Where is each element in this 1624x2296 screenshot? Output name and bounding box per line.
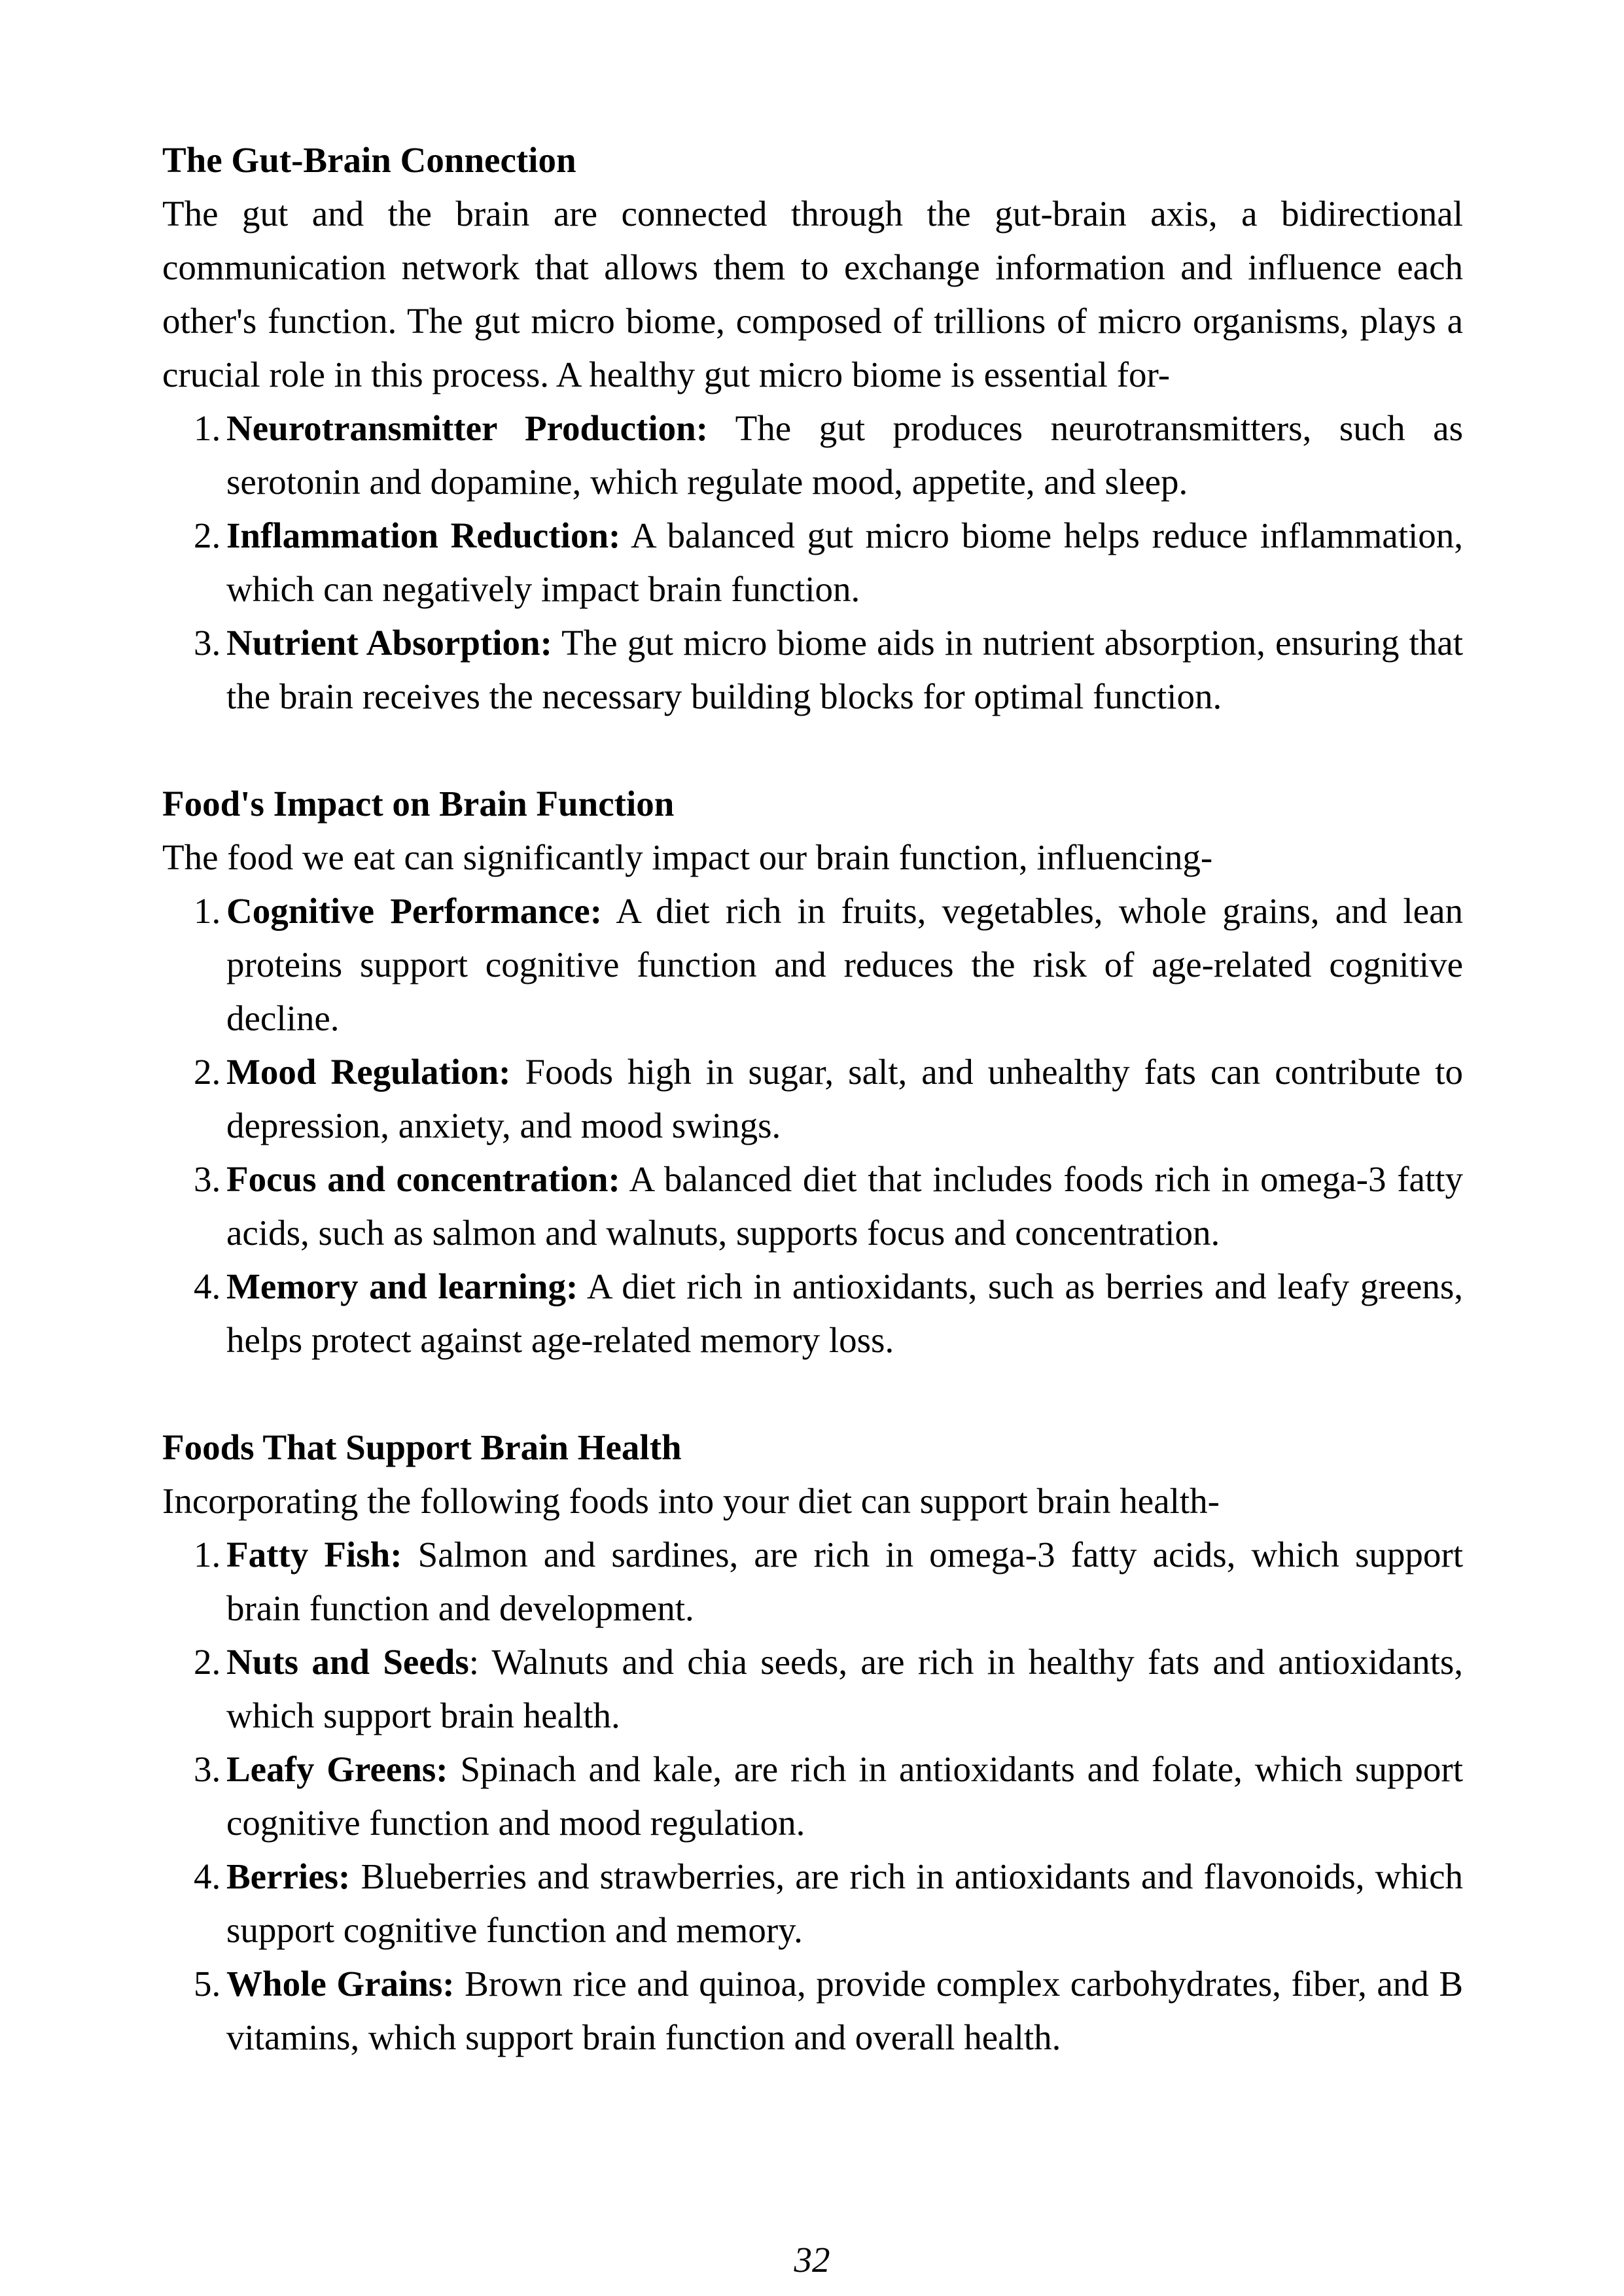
item-number: 1. bbox=[194, 891, 221, 931]
list-item bbox=[162, 1957, 1463, 2064]
list-item bbox=[162, 1850, 1463, 1957]
item-term: Whole Grains: bbox=[226, 1964, 455, 2004]
item-term: Leafy Greens: bbox=[226, 1749, 448, 1789]
item-text: : Walnuts and chia seeds, are rich in healthy fats and antioxidants, which support brain health. bbox=[226, 1642, 1464, 1735]
item-text: A diet rich in fruits, vegetables, whole grains, and lean proteins support cognitive function and reduces the risk of age-related cognitive decline. bbox=[226, 891, 1463, 1038]
item-text: A diet rich in antioxidants, such as berries and leafy greens, helps protect against age-related memory loss. bbox=[226, 1266, 1464, 1360]
numbered-list bbox=[162, 402, 1463, 723]
section-intro: Incorporating the following foods into your diet can support brain health- bbox=[162, 1481, 1220, 1521]
list-item bbox=[162, 1528, 1463, 1635]
item-term: Inflammation Reduction: bbox=[226, 515, 621, 555]
section-heading: The Gut-Brain Connection bbox=[162, 140, 576, 180]
item-number: 3. bbox=[194, 1749, 221, 1789]
list-item bbox=[162, 1635, 1463, 1743]
list-item bbox=[162, 1743, 1463, 1850]
item-text: Brown rice and quinoa, provide complex carbohydrates, fiber, and B vitamins, which support brain function and overall health. bbox=[226, 1964, 1464, 2057]
section-foods-brain-health bbox=[162, 1421, 1463, 2064]
item-text: Blueberries and strawberries, are rich in antioxidants and flavonoids, which support cognitive function and memory. bbox=[226, 1856, 1463, 1950]
section-food-impact bbox=[162, 777, 1463, 1367]
item-number: 5. bbox=[194, 1964, 221, 2004]
item-number: 4. bbox=[194, 1266, 221, 1306]
item-text: The gut micro biome aids in nutrient absorption, ensuring that the brain receives the necessary building blocks for optimal function. bbox=[226, 623, 1463, 716]
item-text: Foods high in sugar, salt, and unhealthy fats can contribute to depression, anxiety, and mood swings. bbox=[226, 1052, 1464, 1145]
item-term: Berries: bbox=[226, 1856, 351, 1896]
item-term: Cognitive Performance: bbox=[226, 891, 603, 931]
item-term: Mood Regulation: bbox=[226, 1052, 511, 1092]
item-text: Spinach and kale, are rich in antioxidants and folate, which support cognitive function and mood regulation. bbox=[226, 1749, 1463, 1843]
item-text: A balanced gut micro biome helps reduce inflammation, which can negatively impact brain function. bbox=[226, 515, 1464, 609]
item-term: Fatty Fish: bbox=[226, 1535, 402, 1574]
numbered-list bbox=[162, 884, 1463, 1367]
list-item bbox=[162, 1260, 1463, 1367]
item-text: Salmon and sardines, are rich in omega-3 fatty acids, which support brain function and development. bbox=[226, 1535, 1463, 1628]
item-number: 2. bbox=[194, 515, 221, 555]
section-intro: The food we eat can significantly impact our brain function, influencing- bbox=[162, 837, 1213, 877]
section-gut-brain-connection bbox=[162, 133, 1463, 723]
page-content bbox=[162, 133, 1463, 2118]
list-item bbox=[162, 402, 1463, 509]
item-term: Memory and learning: bbox=[226, 1266, 578, 1306]
section-heading: Food's Impact on Brain Function bbox=[162, 784, 675, 824]
item-term: Focus and concentration: bbox=[226, 1159, 620, 1199]
numbered-list bbox=[162, 1528, 1463, 2064]
list-item bbox=[162, 616, 1463, 723]
item-number: 4. bbox=[194, 1856, 221, 1896]
item-term: Neurotransmitter Production: bbox=[226, 408, 709, 448]
list-item bbox=[162, 884, 1463, 1045]
item-number: 2. bbox=[194, 1052, 221, 1092]
page-number: 32 bbox=[794, 2240, 830, 2280]
section-heading: Foods That Support Brain Health bbox=[162, 1427, 682, 1467]
section-intro: The gut and the brain are connected through the gut-brain axis, a bidirectional communication network that allows them to exchange information and influence each other's function. The gut micro biome, composed of trillions of micro organisms, plays a crucial role in this process. A healthy gut micro biome is essential for- bbox=[162, 194, 1463, 394]
list-item bbox=[162, 1153, 1463, 1260]
item-term: Nuts and Seeds bbox=[226, 1642, 469, 1682]
list-item bbox=[162, 1045, 1463, 1153]
item-text: The gut produces neurotransmitters, such as serotonin and dopamine, which regulate mood, appetite, and sleep. bbox=[226, 408, 1463, 502]
list-item bbox=[162, 509, 1463, 616]
item-text: A balanced diet that includes foods rich in omega-3 fatty acids, such as salmon and walnuts, supports focus and concentration. bbox=[226, 1159, 1463, 1253]
item-number: 1. bbox=[194, 1535, 221, 1574]
item-number: 2. bbox=[194, 1642, 221, 1682]
item-term: Nutrient Absorption: bbox=[226, 623, 552, 663]
item-number: 1. bbox=[194, 408, 221, 448]
item-number: 3. bbox=[194, 1159, 221, 1199]
item-number: 3. bbox=[194, 623, 221, 663]
